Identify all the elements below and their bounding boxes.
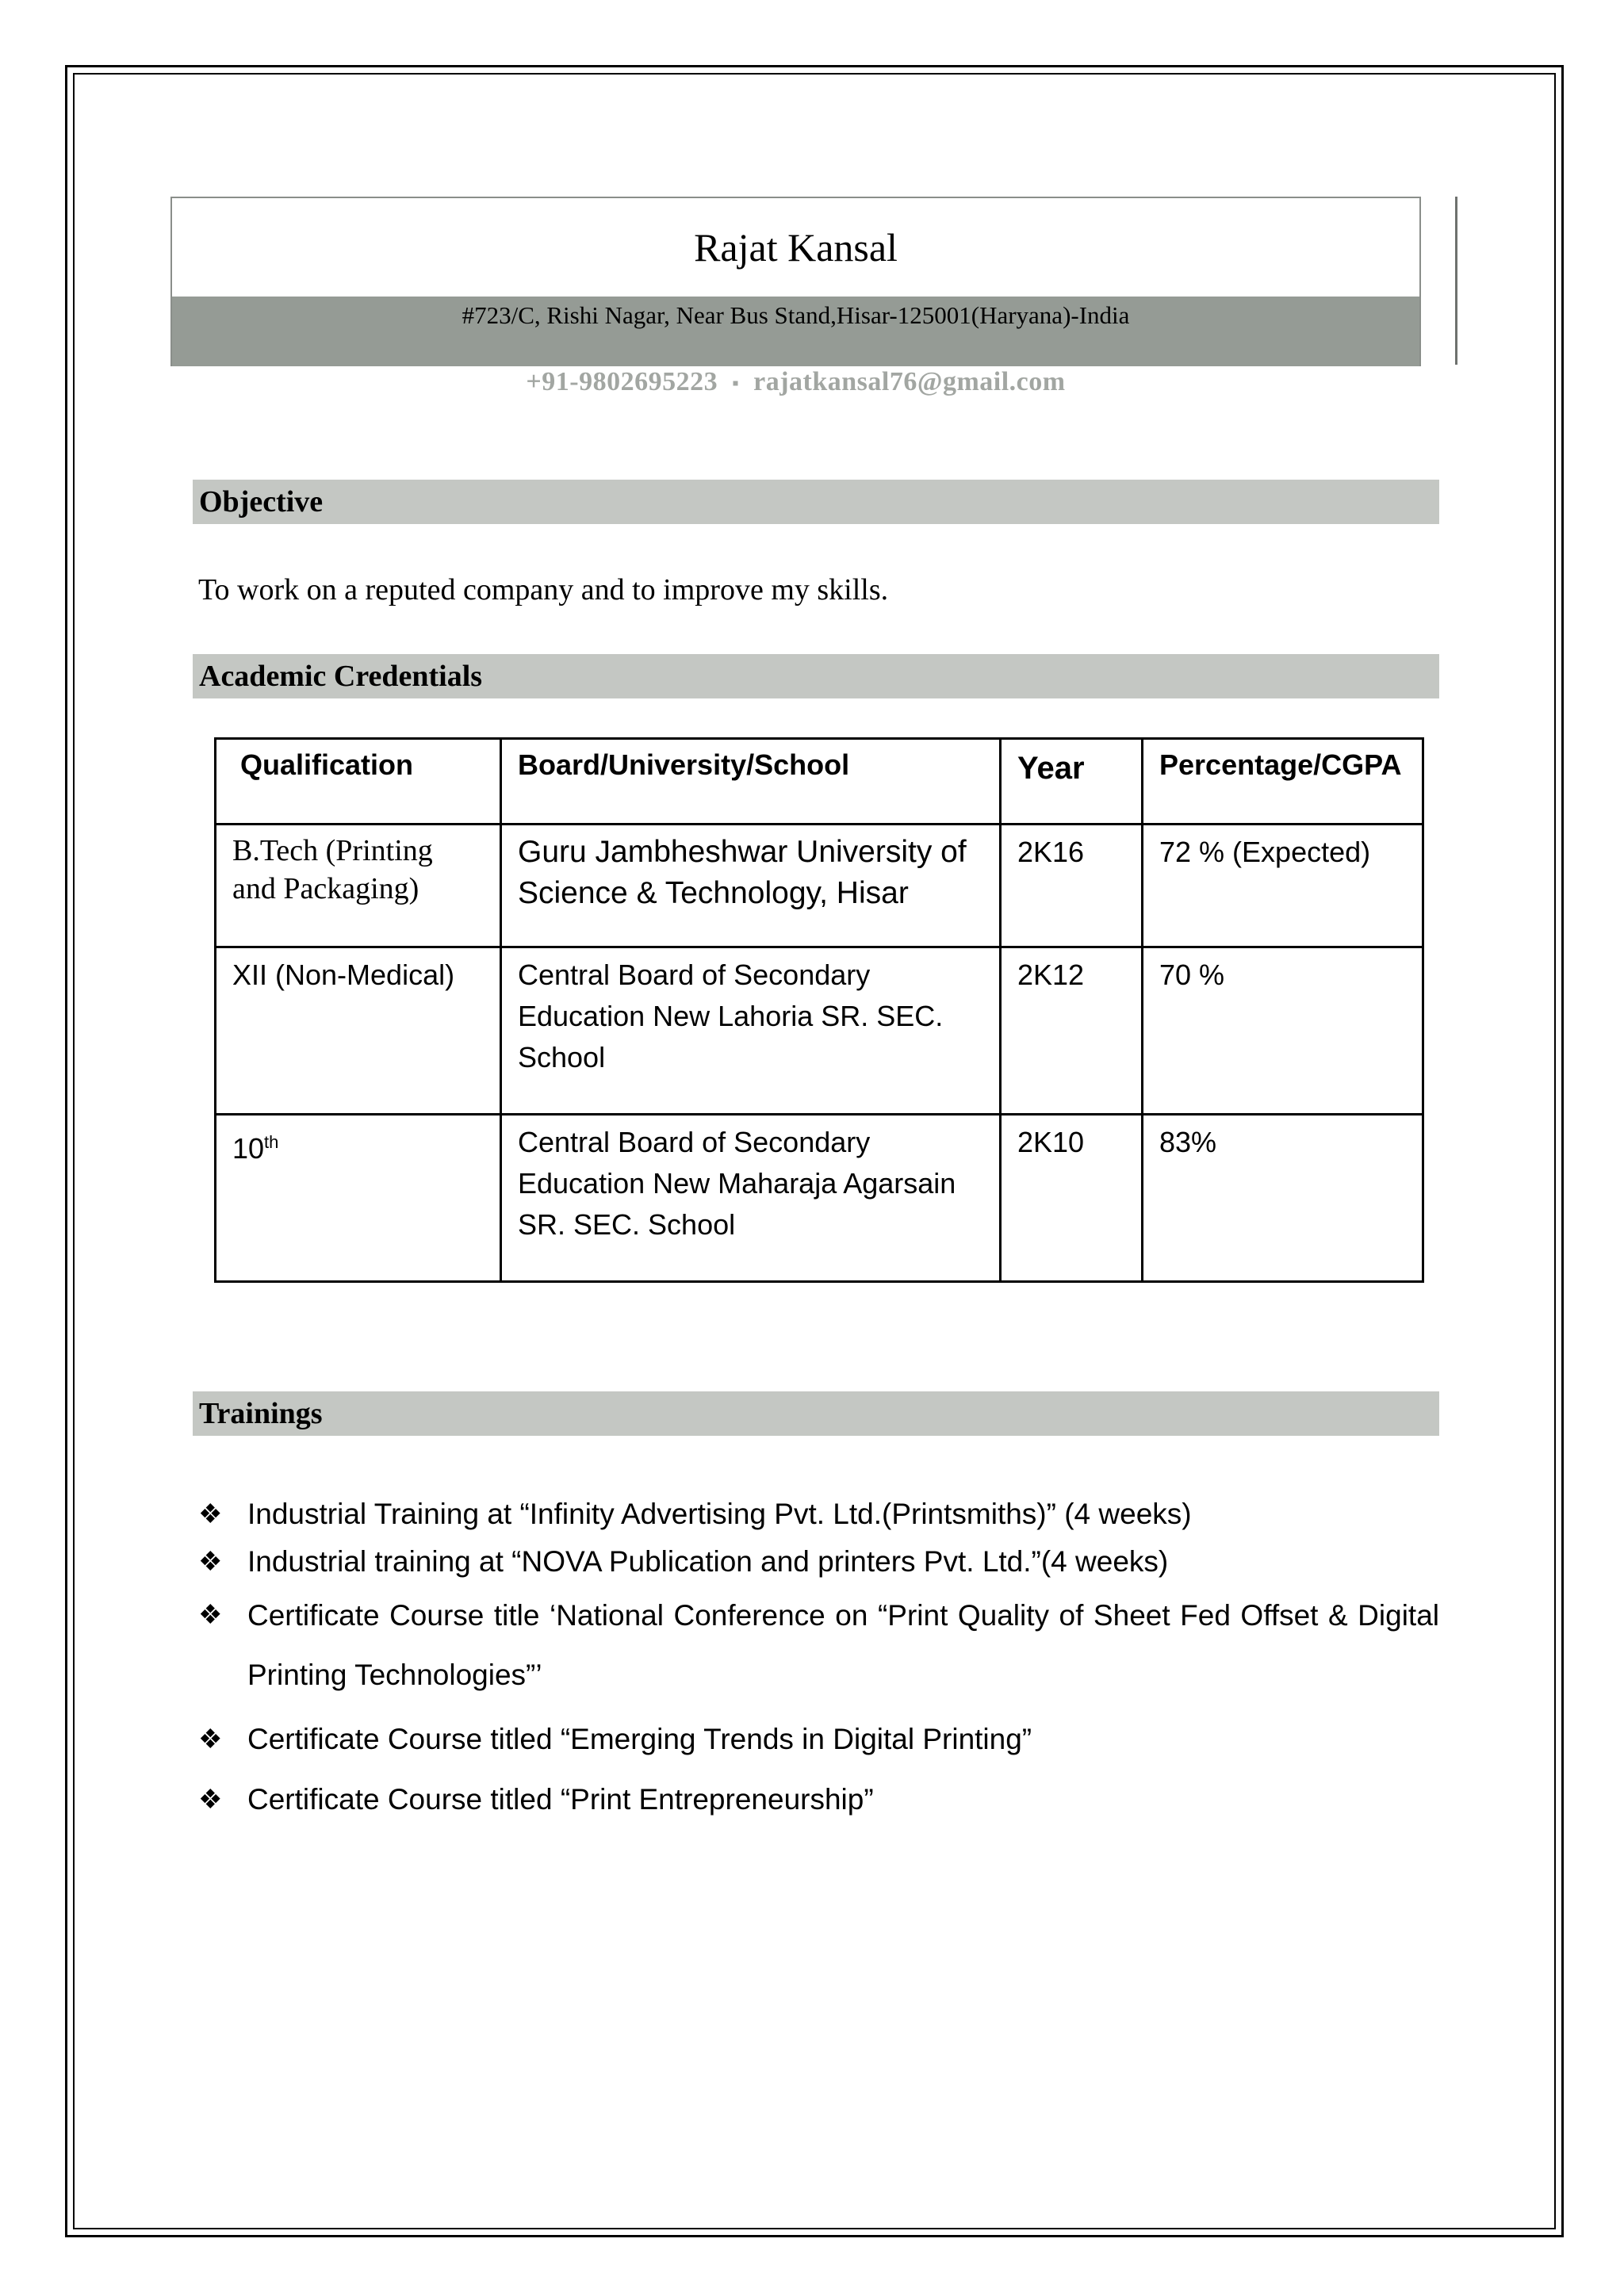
contact-line (170, 367, 1421, 397)
header-box (170, 197, 1421, 366)
trainings-list (198, 1490, 1439, 1823)
qualification-cell (216, 1115, 501, 1282)
percentage-cell: 72 % (Expected) (1143, 825, 1423, 947)
bullet-icon: ❖ (198, 1785, 223, 1815)
list-item (198, 1776, 1439, 1823)
academic-table (214, 737, 1424, 1283)
column-header: Qualification (216, 739, 501, 825)
objective-text: To work on a reputed company and to improve my skills. (198, 573, 889, 607)
percentage-cell: 83% (1143, 1115, 1423, 1282)
academic-section-header (193, 654, 1439, 698)
qualification-text: 10 (232, 1132, 265, 1165)
training-text: Certificate Course titled “Emerging Trends in Digital Printing” (247, 1723, 1032, 1755)
contact-separator: ▪ (732, 373, 740, 394)
email-address[interactable]: rajatkansal76@gmail.com (753, 367, 1066, 396)
objective-title: Objective (199, 485, 324, 519)
board-cell: Guru Jambheshwar University of Science & Technology, Hisar (501, 825, 1001, 947)
year-cell: 2K16 (1001, 825, 1143, 947)
board-cell: Central Board of Secondary Education New Lahoria SR. SEC. School (501, 947, 1001, 1115)
column-header: Year (1001, 739, 1143, 825)
qualification-cell: XII (Non-Medical) (216, 947, 501, 1115)
table-row (216, 825, 1423, 947)
year-cell: 2K10 (1001, 1115, 1143, 1282)
training-text: Certificate Course titled “Print Entrepreneurship” (247, 1783, 874, 1816)
training-text: Industrial training at “NOVA Publication and printers Pvt. Ltd.”(4 weeks) (247, 1545, 1169, 1578)
bullet-icon: ❖ (198, 1600, 223, 1630)
trainings-title: Trainings (199, 1397, 323, 1430)
address: #723/C, Rishi Nagar, Near Bus Stand,Hisar-125001(Haryana)-India (462, 301, 1130, 329)
year-cell: 2K12 (1001, 947, 1143, 1115)
header-side-line (1455, 197, 1457, 365)
list-item (198, 1586, 1439, 1705)
bullet-icon: ❖ (198, 1547, 223, 1577)
bullet-icon: ❖ (198, 1724, 223, 1755)
objective-section-header (193, 480, 1439, 524)
column-header: Percentage/CGPA (1143, 739, 1423, 825)
list-item (198, 1716, 1439, 1763)
list-item (198, 1538, 1439, 1586)
academic-title: Academic Credentials (199, 660, 483, 693)
percentage-cell: 70 % (1143, 947, 1423, 1115)
phone-number: +91-9802695223 (526, 367, 718, 396)
candidate-name: Rajat Kansal (694, 225, 898, 270)
board-cell: Central Board of Secondary Education New Maharaja Agarsain SR. SEC. School (501, 1115, 1001, 1282)
column-header: Board/University/School (501, 739, 1001, 825)
table-header-row (216, 739, 1423, 825)
list-item (198, 1490, 1439, 1538)
table-row (216, 947, 1423, 1115)
training-text: Certificate Course title ‘National Conference on “Print Quality of Sheet Fed Offset & Digital Printing Technologies”’ (247, 1599, 1439, 1691)
qualification-superscript: th (264, 1132, 279, 1152)
bullet-icon: ❖ (198, 1499, 223, 1529)
trainings-section-header (193, 1391, 1439, 1436)
table-row (216, 1115, 1423, 1282)
training-text: Industrial Training at “Infinity Advertising Pvt. Ltd.(Printsmiths)” (4 weeks) (247, 1498, 1192, 1530)
qualification-cell: B.Tech (Printing and Packaging) (216, 825, 501, 947)
